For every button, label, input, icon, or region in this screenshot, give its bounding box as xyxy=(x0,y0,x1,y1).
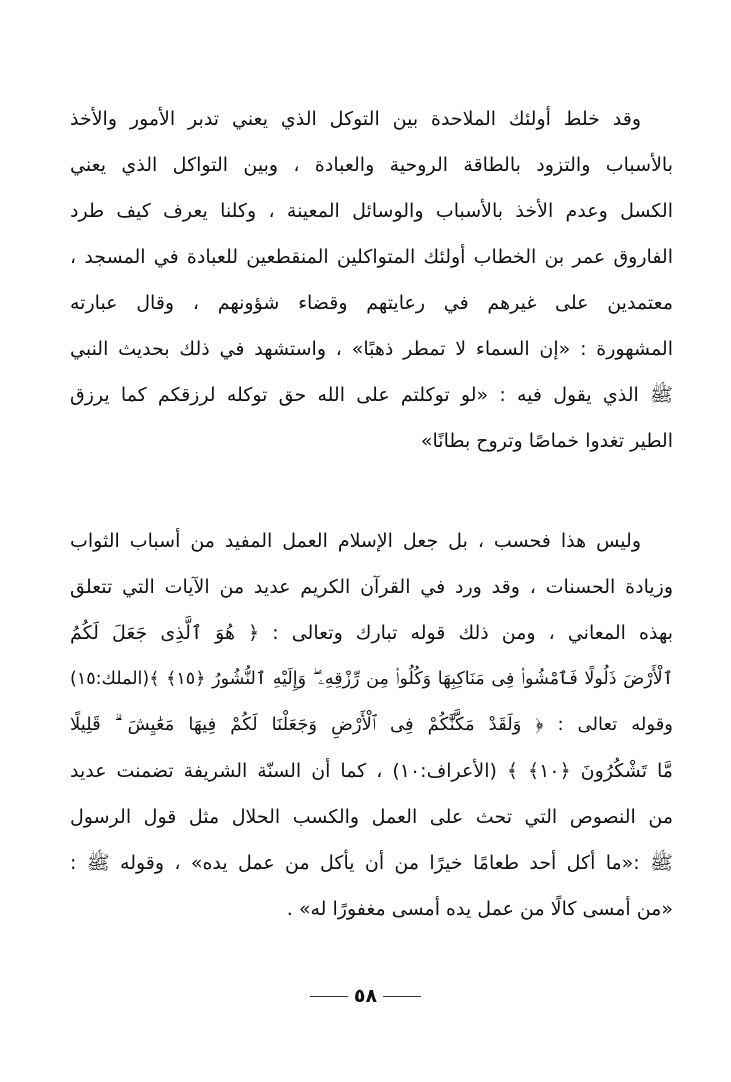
page-footer xyxy=(0,985,731,1007)
text-line: معتمدين على غيرهم في رعايتهم وقضاء شؤونهم ، وقال عبارته xyxy=(70,292,673,314)
text-line: وزيادة الحسنات ، وقد ورد في القرآن الكريم عديد من الآيات التي تتعلق xyxy=(70,576,673,598)
page-number: ٥٨ xyxy=(353,985,378,1007)
text-line: من النصوص التي تحث على العمل والكسب الحلال مثل قول الرسول xyxy=(70,806,673,828)
text-line: الكسل وعدم الأخذ بالأسباب والوسائل المعينة ، وكلنا يعرف كيف طرد xyxy=(70,200,673,222)
text-line: بهذه المعاني ، ومن ذلك قوله تبارك وتعالى : ﴿ هُوَ ٱلَّذِى جَعَلَ لَكُمُ xyxy=(70,622,673,644)
text-line: المشهورة : «إن السماء لا تمطر ذهبًا» ، واستشهد في ذلك بحديث النبي xyxy=(70,338,673,360)
text-line: بالأسباب والتزود بالطاقة الروحية والعبادة ، وبين التواكل الذي يعني xyxy=(70,154,673,176)
quran-verse-line: وقوله تعالى : ﴿ وَلَقَدْ مَكَّنَّٰكُمْ فِى ٱلْأَرْضِ وَجَعَلْنَا لَكُمْ فِيهَا مَعَٰيِشَ ۗ قَلِيلًا xyxy=(70,714,673,735)
quran-verse-line: ٱلْأَرْضَ ذَلُولًا فَٱمْشُوا۟ فِى مَنَاكِبِهَا وَكُلُوا۟ مِن رِّزْقِهِۦ ۖ وَإِلَيْهِ ٱلنُّشُورُ ﴿١٥﴾ ﴾(الملك:١٥) xyxy=(70,669,673,689)
text-line: ﷺ الذي يقول فيه : «لو توكلتم على الله حق توكله لرزقكم كما يرزق xyxy=(70,384,673,406)
footer-dash-right xyxy=(383,996,421,997)
footer-dash-left xyxy=(310,996,348,997)
text-line: مَّا تَشْكُرُونَ ﴿١٠﴾ ﴾ (الأعراف:١٠) ، كما أن السنّة الشريفة تضمنت عديد xyxy=(70,760,673,782)
text-line: الطير تغدوا خماصًا وتروح بطانًا» xyxy=(420,430,673,452)
text-line: وقد خلط أولئك الملاحدة بين التوكل الذي يعني تدبر الأمور والأخذ xyxy=(70,108,641,130)
text-line: «من أمسى كالًا من عمل يده أمسى مغفورًا له» . xyxy=(286,898,673,920)
text-line: الفاروق عمر بن الخطاب أولئك المتواكلين المنقطعين للعبادة في المسجد ، xyxy=(70,246,673,268)
text-line: ﷺ :«ما أكل أحد طعامًا خيرًا من أن يأكل من عمل يده» ، وقوله ﷺ : xyxy=(70,852,673,874)
text-line: وليس هذا فحسب ، بل جعل الإسلام العمل المفيد من أسباب الثواب xyxy=(70,530,641,552)
paragraph-tawakkul xyxy=(70,96,673,464)
paragraph-work-virtue xyxy=(70,518,673,932)
